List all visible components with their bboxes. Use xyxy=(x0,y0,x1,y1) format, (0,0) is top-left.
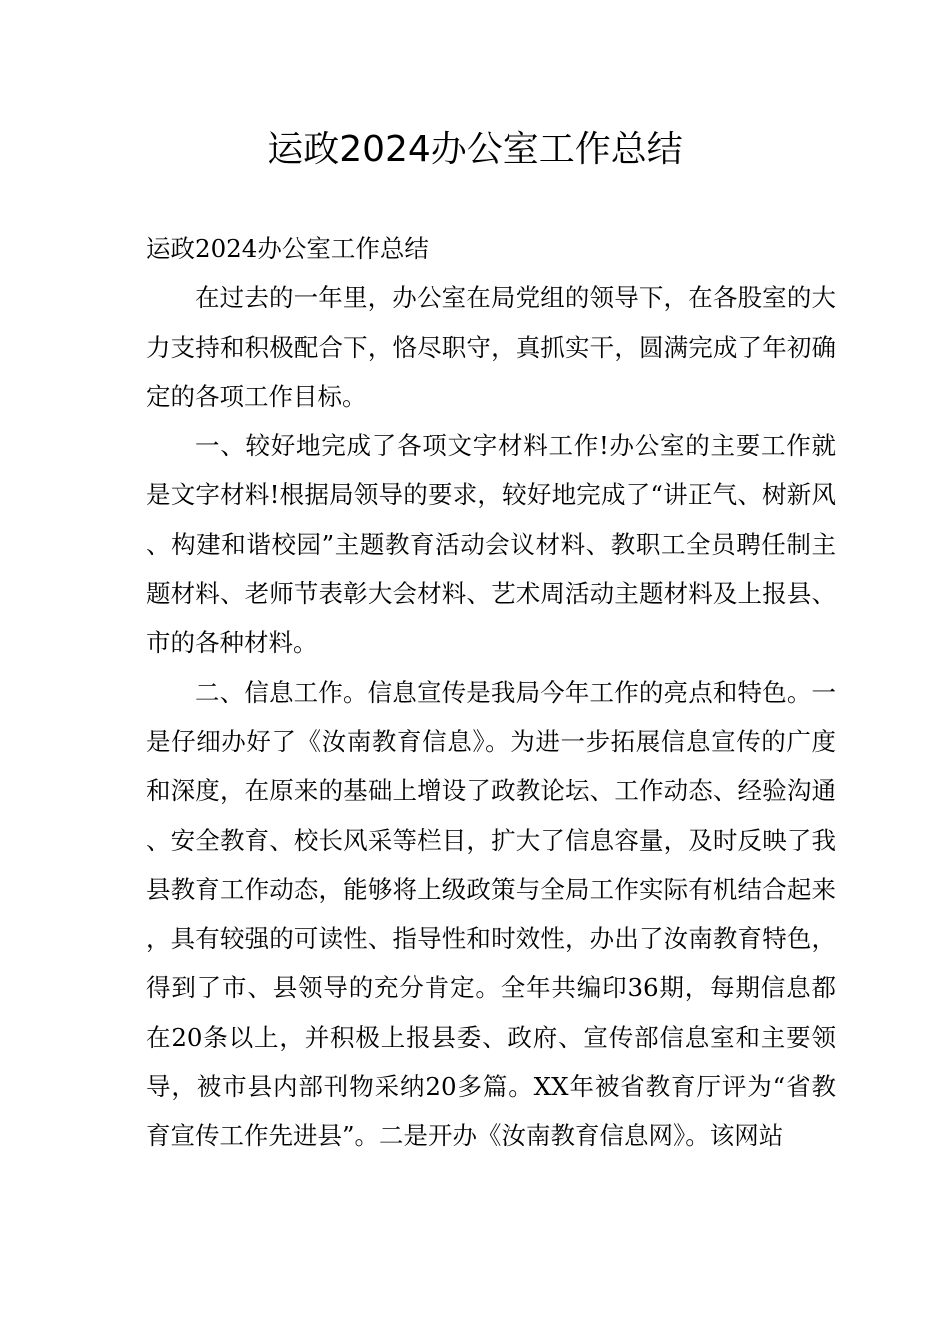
document-title: 运政2024办公室工作总结 xyxy=(267,129,683,170)
paragraph-information-work: 二、信息工作。信息宣传是我局今年工作的亮点和特色。一是仔细办好了《汝南教育信息》。为进一步拓展信息宣传的广度和深度，在原来的基础上增设了政教论坛、工作动态、经验沟通、安全教育、校长风采等栏目，扩大了信息容量，及时反映了我县教育工作动态，能够将上级政策与全局工作实际有机结合起来，具有较强的可读性、指导性和时效性，办出了汝南教育特色，得到了市、县领导的充分肯定。全年共编印36期，每期信息都在20条以上，并积极上报县委、政府、宣传部信息室和主要领导，被市县内部刊物采纳20多篇。XX年被省教育厅评为“省教育宣传工作先进县”。二是开办《汝南教育信息网》。该网站 xyxy=(146,677,836,1151)
paragraph-intro: 在过去的一年里，办公室在局党组的领导下，在各股室的大力支持和积极配合下，恪尽职守，真抓实干，圆满完成了年初确定的各项工作目标。 xyxy=(146,283,836,411)
document-subtitle: 运政2024办公室工作总结 xyxy=(146,234,429,263)
document-body xyxy=(146,224,836,1161)
paragraph-writing-materials: 一、较好地完成了各项文字材料工作!办公室的主要工作就是文字材料!根据局领导的要求，较好地完成了“讲正气、树新风、构建和谐校园”主题教育活动会议材料、教职工全员聘任制主题材料、老师节表彰大会材料、艺术周活动主题材料及上报县、市的各种材料。 xyxy=(146,431,836,658)
